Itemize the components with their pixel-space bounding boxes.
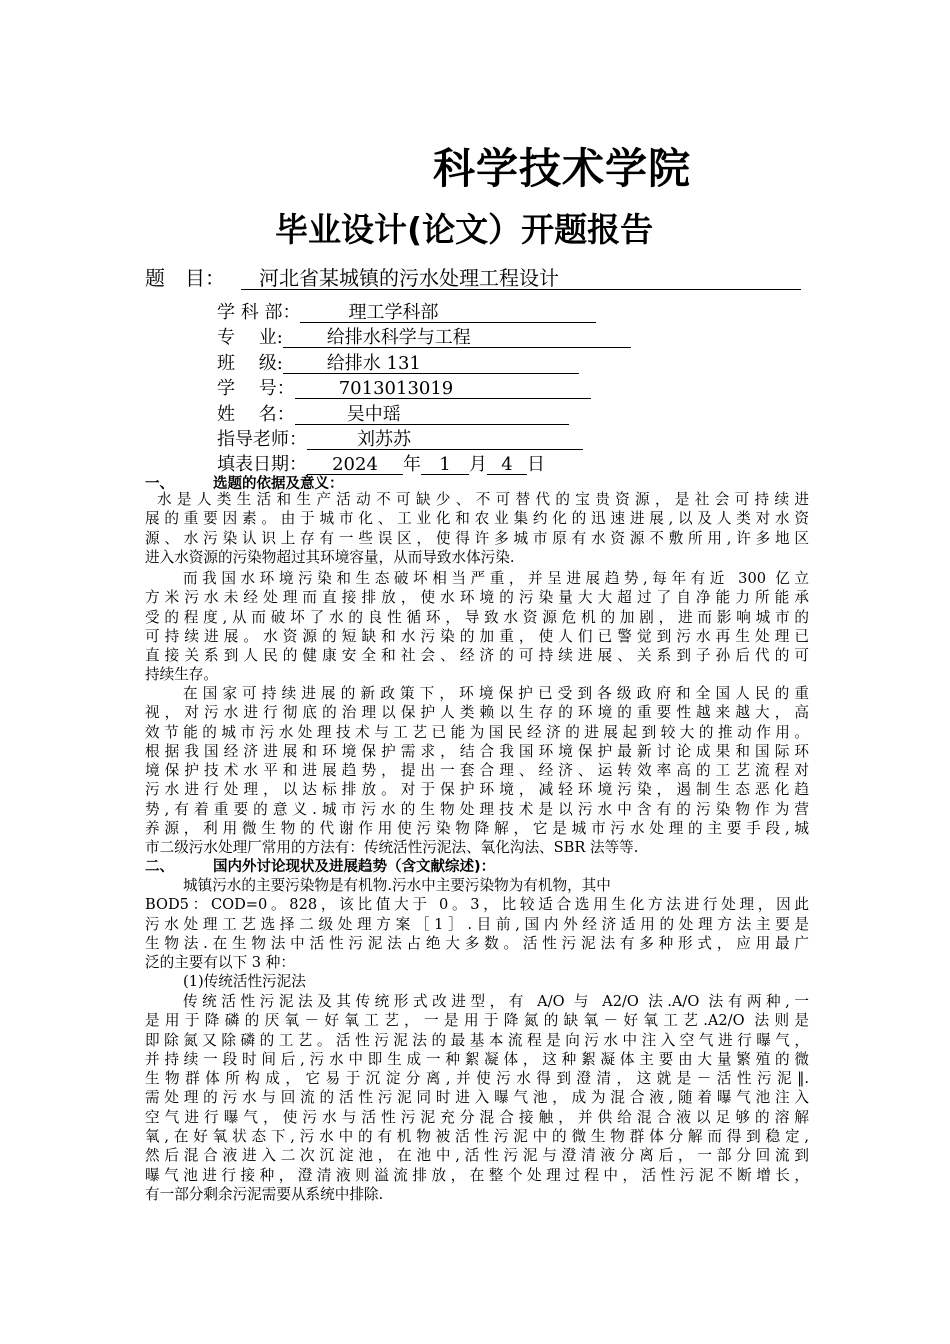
section-title: 选题的依据及意义： [213, 476, 344, 492]
topic-row [145, 262, 801, 291]
text-line: 并持续一段时间后,污水中即生成一种絮凝体，这种絮凝体主要由大量繁殖的微 [145, 1050, 809, 1068]
text-line: 境保护技术水平和进展趋势，提出一套合理、经济、运转效率高的工艺流程对 [145, 762, 809, 780]
department-label: 学 科 部： [217, 302, 301, 323]
text-line: 需处理的污水与回流的活性污泥同时进入曝气池，成为混合液,随着曝气池注入 [145, 1089, 809, 1107]
text-line: 空气进行曝气，使污水与活性污泥充分混合接触，并供给混合液以足够的溶解 [145, 1108, 809, 1126]
section1-paragraph-1 [145, 490, 809, 567]
major-label: 专 业: [217, 327, 283, 348]
section-number: 二、 [145, 859, 174, 875]
text-line: 展的重要因素。由于城市化、工业化和农业集约化的迅速进展,以及人类对水资 [145, 510, 809, 528]
date-label: 填表日期： [217, 454, 307, 475]
text-line: 受的程度,从而破坏了水的良性循环，导致水资源危机的加剧，进而影响城市的 [145, 608, 809, 626]
name-label: 姓 名： [217, 404, 295, 425]
student-id-row [217, 374, 591, 400]
date-month: 1 [421, 455, 469, 475]
text-line: 泛的主要有以下 3 种： [145, 954, 295, 972]
text-line: 然后混合液进入二次沉淀池，在池中,活性污泥与澄清液分离后，一部分回流到 [145, 1147, 809, 1165]
text-line: 在国家可持续进展的新政策下，环境保护已受到各级政府和全国人民的重 [183, 685, 809, 702]
text-line: 可持续进展。水资源的短缺和水污染的加重，使人们已警觉到污水再生处理已 [145, 627, 809, 645]
text-line: 持续生存。 [145, 666, 218, 684]
text-line: 污水进行处理，以达标排放。对于保护环境，减轻环境污染，遏制生态恶化趋 [145, 781, 809, 799]
school-name: 科学技术学院 [433, 144, 692, 193]
text-line: 根据我国经济进展和环境保护需求，结合我国环境保护最新讨论成果和国际环 [145, 742, 809, 760]
class-row [217, 349, 579, 375]
student-id-label: 学 号： [217, 378, 295, 399]
text-line: 方米污水未经处理而直接排放，使水环境的污染量大大超过了自净能力所能承 [145, 589, 809, 607]
section2-paragraph-2 [145, 992, 809, 1204]
text-line: 进入水资源的污染物超过其环境容量，从而导致水体污染. [145, 548, 515, 566]
name-row [217, 400, 569, 426]
topic-value: 河北省某城镇的污水处理工程设计 [241, 267, 801, 290]
topic-label: 题 目： [145, 266, 225, 290]
name-value: 吴中瑶 [295, 405, 569, 425]
advisor-value: 刘苏苏 [307, 430, 583, 450]
date-month-unit: 月 [469, 454, 487, 475]
text-line: 城镇污水的主要污染物是有机物.污水中主要污染物为有机物，其中 [183, 877, 611, 894]
report-title: 毕业设计(论文）开题报告 [275, 210, 654, 249]
date-day-unit: 日 [527, 454, 545, 475]
section2-paragraph-1 [145, 876, 809, 972]
text-line: 视，对污水进行彻底的治理以保护人类赖以生存的环境的重要性越来越大，高 [145, 704, 809, 722]
text-line: 市二级污水处理厂常用的方法有：传统活性污泥法、氧化沟法、SBR 法等等. [145, 839, 639, 857]
date-day: 4 [487, 455, 527, 475]
section1-paragraph-3 [145, 684, 809, 858]
text-line: 势,有着重要的意义.城市污水的生物处理技术是以污水中含有的污染物作为营 [145, 800, 809, 818]
major-row [217, 323, 631, 349]
student-id-value: 7013013019 [295, 379, 591, 399]
section-number: 一、 [145, 476, 174, 492]
section-heading-2 [145, 855, 495, 876]
date-year-unit: 年 [403, 454, 421, 475]
section2-subheading [145, 972, 809, 991]
major-value: 给排水科学与工程 [283, 328, 631, 348]
date-year: 2024 [307, 455, 403, 475]
class-label: 班 级: [217, 353, 283, 374]
text-line: 水是人类生活和生产活动不可缺少、不可替代的宝贵资源，是社会可持续进 [157, 491, 809, 508]
advisor-label: 指导老师： [217, 429, 307, 450]
text-line: 而我国水环境污染和生态破坏相当严重，并呈进展趋势,每年有近 300 亿立 [183, 570, 809, 587]
section1-paragraph-2 [145, 569, 809, 685]
text-line: 曝气池进行接种，澄清液则溢流排放，在整个处理过程中，活性污泥不断增长， [145, 1166, 809, 1184]
text-line: 养源，利用微生物的代谢作用使污染物降解，它是城市污水处理的主要手段,城 [145, 820, 809, 838]
class-value: 给排水 131 [283, 354, 579, 374]
text-line: 生物法.在生物法中活性污泥法占绝大多数。活性污泥法有多种形式，应用最广 [145, 934, 809, 952]
text-line: 生物群体所构成，它易于沉淀分离,并使污水得到澄清，这就是－活性污泥‖. [145, 1070, 809, 1088]
department-value: 理工学科部 [300, 303, 596, 323]
text-line: BOD5：COD=0。828，该比值大于 0。3，比较适合选用生化方法进行处理，因此 [145, 896, 809, 914]
department-row [217, 298, 596, 324]
subheading-text: (1)传统活性污泥法 [183, 973, 306, 990]
advisor-row [217, 425, 583, 451]
text-line: 有一部分剩余污泥需要从系统中排除. [145, 1185, 384, 1203]
text-line: 源、水污染认识上存有一些误区，使得许多城市原有水资源不敷所用,许多地区 [145, 529, 809, 547]
text-line: 传统活性污泥法及其传统形式改进型，有 A/O 与 A2/O 法.A/O 法有两种,一 [183, 993, 809, 1010]
text-line: 直接关系到人民的健康安全和社会、经济的可持续进展、关系到子孙后代的可 [145, 647, 809, 665]
text-line: 是用于降磷的厌氧－好氧工艺，一是用于降氮的缺氧－好氧工艺.A2/O 法则是 [145, 1012, 809, 1030]
section-title: 国内外讨论现状及进展趋势（含文献综述)： [213, 859, 496, 875]
text-line: 污水处理工艺选择二级处理方案［1］.目前,国内外经济适用的处理方法主要是 [145, 915, 809, 933]
text-line: 效节能的城市污水处理技术与工艺已能为国民经济的进展起到较大的推动作用。 [145, 723, 809, 741]
text-line: 氧,在好氧状态下,污水中的有机物被活性污泥中的微生物群体分解而得到稳定, [145, 1128, 809, 1146]
text-line: 即除氮又除磷的工艺。活性污泥法的最基本流程是向污水中注入空气进行曝气， [145, 1031, 809, 1049]
